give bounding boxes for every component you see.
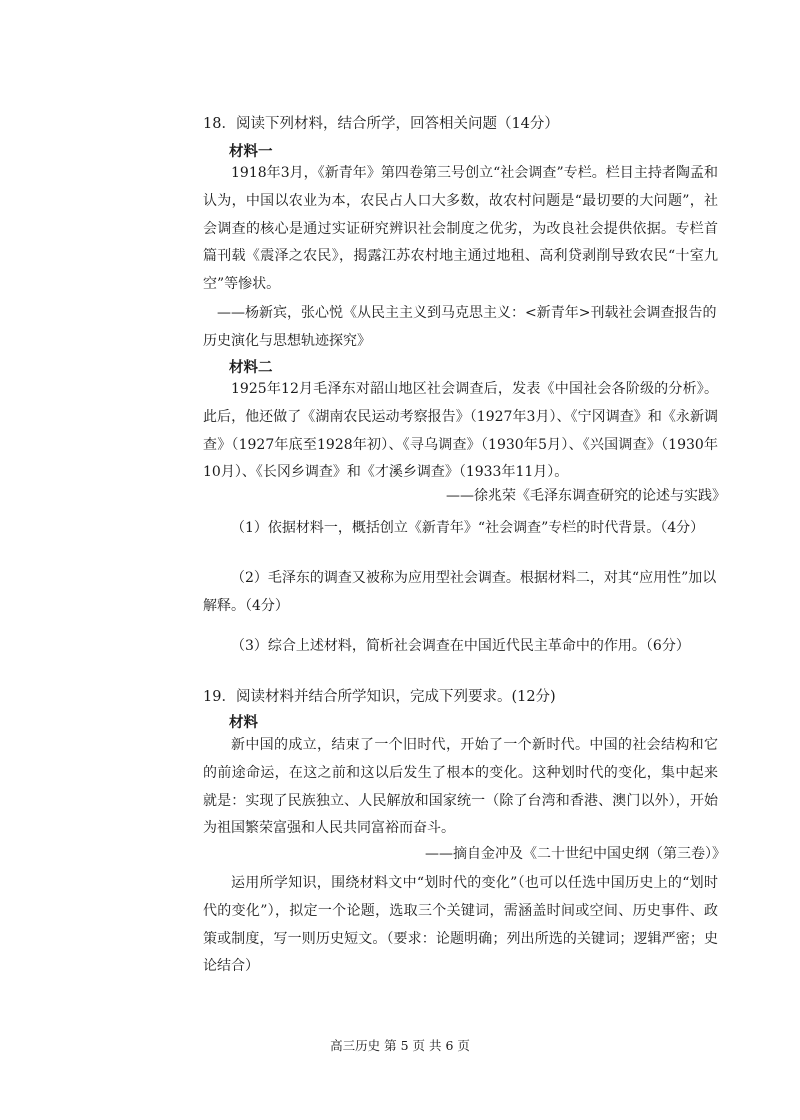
question-18-heading: 18．阅读下列材料，结合所学，回答相关问题（14分） <box>203 116 559 132</box>
material-2-paragraph: 1925年12月毛泽东对韶山地区社会调查后，发表《中国社会各阶级的分析》。此后，他还做了《湖南农民运动考察报告》（1927年3月）、《宁冈调查》和《永新调查》（1927年底至1928年初）、《寻乌调查》（1930年5月）、《兴国调查》（1930年10月）、《长冈乡调查》和《才溪乡调查》（1933年11月）。 <box>203 381 718 481</box>
question-18-part-1: （1）依据材料一，概括创立《新青年》“社会调查”专栏的时代背景。（4分） <box>231 520 705 536</box>
question-19-heading: 19．阅读材料并结合所学知识，完成下列要求。(12分) <box>203 689 556 705</box>
material-2-label: 材料二 <box>229 359 273 376</box>
material-text <box>203 732 718 843</box>
task-paragraph: 运用所学知识，围绕材料文中“划时代的变化”（也可以任选中国历史上的“划时代的变化”），拟定一个论题，选取三个关键词，需涵盖时间或空间、历史事件、政策或制度，写一则历史短文。（要求：论题明确；列出所选的关键词；逻辑严密；史论结合） <box>203 875 718 975</box>
material-label: 材料 <box>229 714 258 731</box>
material-1-source: ——杨新宾，张心悦《从民主主义到马克思主义：<新青年>刊载社会调查报告的历史演化与思想轨迹探究》 <box>203 305 717 349</box>
material-paragraph: 新中国的成立，结束了一个旧时代，开始了一个新时代。中国的社会结构和它的前途命运，在这之前和这以后发生了根本的变化。这种划时代的变化，集中起来就是：实现了民族独立、人民解放和国家统一（除了台湾和香港、澳门以外），开始为祖国繁荣富强和人民共同富裕而奋斗。 <box>203 737 718 837</box>
material-1-paragraph: 1918年3月，《新青年》第四卷第三号创立“社会调查”专栏。栏目主持者陶孟和认为，中国以农业为本，农民占人口大多数，故农村问题是“最切要的大问题”，社会调查的核心是通过实证研究辨识社会制度之优劣，为改良社会提供依据。专栏首篇刊载《震泽之农民》，揭露江苏农村地主通过地租、高利贷剥削导致农民“十室九空”等惨状。 <box>203 165 718 293</box>
page-footer: 高三历史 第 5 页 共 6 页 <box>330 1038 470 1053</box>
question-18-part-2: （2）毛泽东的调查又被称为应用型社会调查。根据材料二，对其“应用性”加以解释。（4分） <box>203 570 717 614</box>
question-18-part-3: （3）综合上述材料，简析社会调查在中国近代民主革命中的作用。（6分） <box>231 638 690 654</box>
material-1-label: 材料一 <box>229 143 273 160</box>
question-19-task <box>203 870 718 981</box>
material-2-text <box>203 376 718 487</box>
material-source: ——摘自金冲及《二十世纪中国史纲（第三卷）》 <box>425 846 726 862</box>
material-1-text <box>203 160 718 299</box>
material-2-source: ——徐兆荣《毛泽东调查研究的论述与实践》 <box>446 488 726 504</box>
